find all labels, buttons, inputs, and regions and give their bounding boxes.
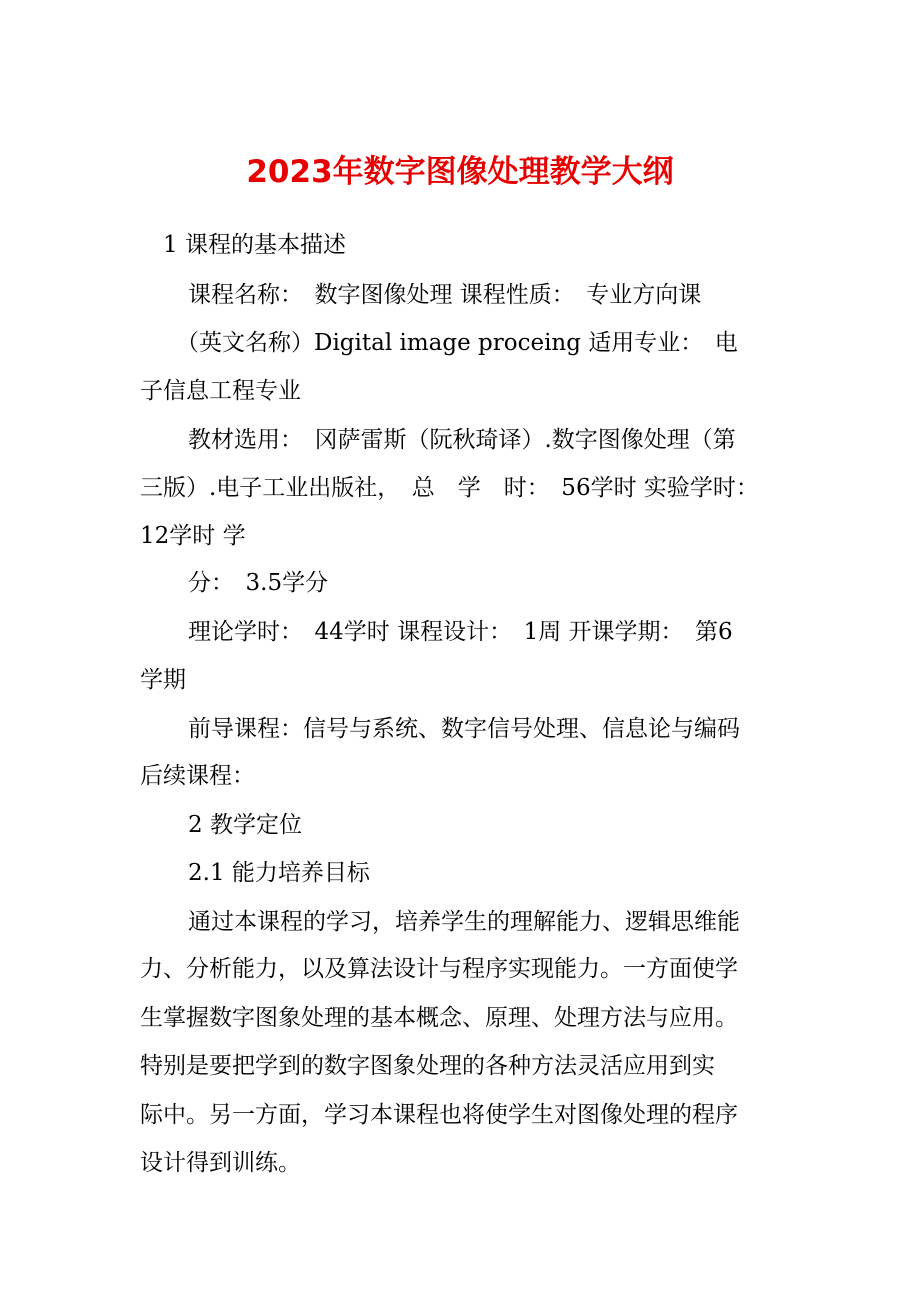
paragraph-line: 通过本课程的学习，培养学生的理解能力、逻辑思维能 xyxy=(188,909,740,935)
paragraph-line: 子信息工程专业 xyxy=(140,378,301,404)
paragraph-line: 教材选用： 冈萨雷斯（阮秋琦译）.数字图像处理（第 xyxy=(188,427,736,453)
paragraph-line: 后续课程： xyxy=(140,763,255,789)
paragraph-line: 课程名称： 数字图像处理 课程性质： 专业方向课 xyxy=(188,282,702,308)
paragraph-line: 特别是要把学到的数字图象处理的各种方法灵活应用到实 xyxy=(140,1053,715,1079)
document-title: 2023年数字图像处理教学大纲 xyxy=(246,154,674,190)
paragraph-line: 际中。另一方面，学习本课程也将使学生对图像处理的程序 xyxy=(140,1102,738,1128)
section-heading: 2 教学定位 xyxy=(188,812,302,838)
paragraph-line: 分： 3.5学分 xyxy=(188,570,329,596)
paragraph-line: 力、分析能力，以及算法设计与程序实现能力。一方面使学 xyxy=(140,956,738,982)
paragraph-line: 前导课程：信号与系统、数字信号处理、信息论与编码 xyxy=(188,716,740,742)
section-heading: 1 课程的基本描述 xyxy=(163,232,346,258)
paragraph-line: 三版）.电子工业出版社， 总 学 时： 56学时 实验学时： xyxy=(140,475,759,501)
paragraph-line: 设计得到训练。 xyxy=(140,1150,301,1176)
subsection-heading: 2.1 能力培养目标 xyxy=(188,860,370,886)
paragraph-line: 理论学时： 44学时 课程设计： 1周 开课学期： 第6 xyxy=(188,619,733,645)
paragraph-line: 生掌握数字图象处理的基本概念、原理、处理方法与应用。 xyxy=(140,1005,738,1031)
paragraph-line: 学期 xyxy=(140,667,186,693)
paragraph-line: （英文名称）Digital image proceing 适用专业： 电 xyxy=(176,330,738,356)
paragraph-line: 12学时 学 xyxy=(140,523,246,549)
